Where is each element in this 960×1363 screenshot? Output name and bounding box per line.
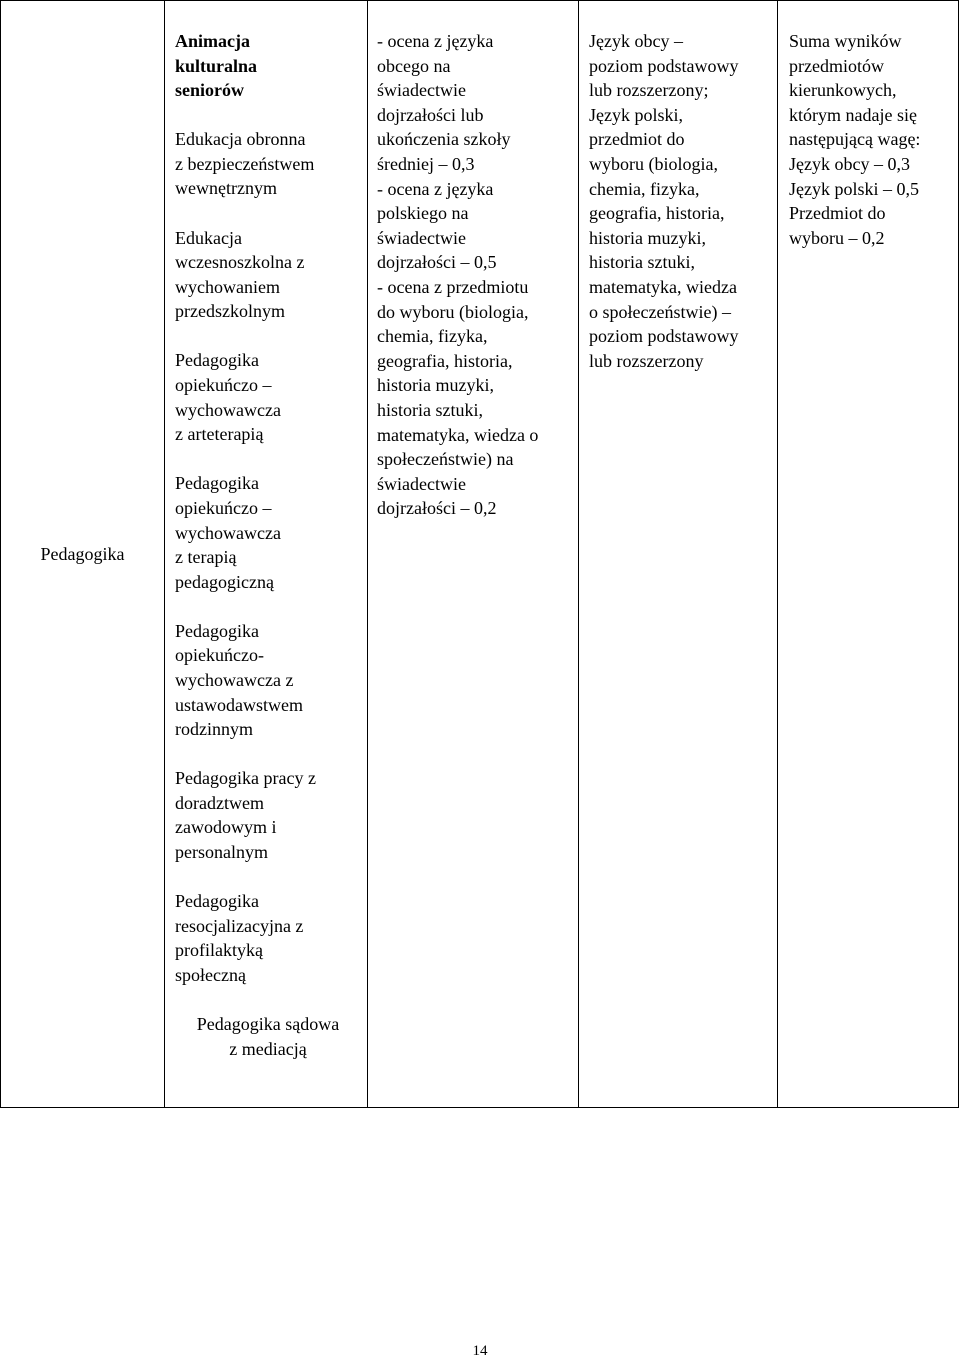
subjects-line: poziom podstawowy	[589, 326, 739, 347]
specialization-line: profilaktyką	[175, 940, 263, 961]
specialization-item	[175, 348, 361, 446]
column-divider	[777, 0, 778, 1108]
specialization-item	[175, 1012, 361, 1061]
result-line: kierunkowych,	[789, 80, 897, 101]
subjects-line: historia sztuki,	[589, 252, 695, 273]
scoring-line: matematyka, wiedza o	[377, 424, 539, 445]
specialization-line: pedagogiczną	[175, 571, 274, 592]
subjects-line: historia muzyki,	[589, 227, 706, 248]
scoring-line: - ocena z języka	[377, 178, 494, 199]
subjects-line: Język polski,	[589, 104, 683, 125]
specialization-line: ustawodawstwem	[175, 694, 303, 715]
scoring-line: - ocena z przedmiotu	[377, 276, 529, 297]
subjects-line: matematyka, wiedza	[589, 276, 737, 297]
scoring-line: dojrzałości – 0,2	[377, 498, 497, 519]
scoring-line: historia sztuki,	[377, 399, 483, 420]
subjects-line: o społeczeństwie) –	[589, 301, 731, 322]
column-divider	[367, 0, 368, 1108]
specialization-line: personalnym	[175, 842, 268, 863]
subjects-line: przedmiot do	[589, 129, 685, 150]
subjects-line: geografia, historia,	[589, 203, 725, 224]
specialization-line: resocjalizacyjna z	[175, 915, 304, 936]
specialization-item	[175, 619, 361, 742]
subjects-line: wyboru (biologia,	[589, 153, 718, 174]
specialization-line: Pedagogika	[175, 891, 259, 912]
specialization-line: z bezpieczeństwem	[175, 153, 315, 174]
page-number: 14	[472, 1343, 488, 1359]
specialization-line: przedszkolnym	[175, 301, 285, 322]
scoring-line: obcego na	[377, 55, 451, 76]
specialization-line: Pedagogika pracy z	[175, 768, 316, 789]
specialization-line: wychowawcza z	[175, 669, 294, 690]
scoring-line: świadectwie	[377, 227, 466, 248]
specialization-line: Pedagogika	[175, 620, 259, 641]
specialization-line: rodzinnym	[175, 719, 253, 740]
specialization-line: opiekuńczo-	[175, 645, 264, 666]
scoring-line: - ocena z języka	[377, 31, 494, 51]
result-line: Język obcy – 0,3	[789, 153, 910, 174]
result-weights-cell	[789, 29, 957, 250]
specialization-line: doradztwem	[175, 792, 264, 813]
specialization-line: z arteterapią	[175, 424, 264, 445]
scoring-line: świadectwie	[377, 473, 466, 494]
specialization-item	[175, 889, 361, 987]
specialization-line: wewnętrznym	[175, 178, 277, 199]
specialization-line: Pedagogika sądowa	[196, 1014, 340, 1034]
scoring-line: świadectwie	[377, 80, 466, 101]
specialization-line: Edukacja	[175, 227, 242, 248]
specialization-line: wychowaniem	[175, 276, 280, 297]
scoring-line: dojrzałości – 0,5	[377, 252, 497, 273]
specialization-line: opiekuńczo –	[175, 375, 272, 396]
specialization-line: opiekuńczo –	[175, 497, 272, 518]
specialization-line: wczesnoszkolna z	[175, 252, 305, 273]
scoring-line: średniej – 0,3	[377, 153, 475, 174]
result-line: Przedmiot do	[789, 203, 886, 224]
subjects-line: chemia, fizyka,	[589, 178, 700, 199]
specialization-line: z terapią	[175, 547, 237, 568]
required-subjects-cell	[589, 29, 775, 373]
scoring-line: dojrzałości lub	[377, 104, 484, 125]
specialization-line: wychowawcza	[175, 399, 281, 420]
specialization-item	[175, 29, 361, 103]
specializations-cell	[175, 29, 361, 1086]
scoring-line: polskiego na	[377, 203, 469, 224]
specialization-line: kulturalna	[175, 55, 258, 76]
result-line: przedmiotów	[789, 55, 884, 76]
scoring-line: chemia, fizyka,	[377, 326, 488, 347]
scoring-line: geografia, historia,	[377, 350, 513, 371]
result-line: Język polski – 0,5	[789, 178, 919, 199]
field-of-study-cell: Pedagogika	[40, 544, 125, 564]
scoring-method-cell	[377, 29, 575, 521]
result-line: następującą wagę:	[789, 129, 921, 150]
result-line: Suma wyników	[789, 31, 902, 51]
specialization-line: Pedagogika	[175, 350, 259, 371]
specialization-line: Edukacja obronna	[175, 129, 306, 150]
scoring-line: społeczeństwie) na	[377, 449, 514, 470]
scoring-line: ukończenia szkoły	[377, 129, 511, 150]
specialization-item	[175, 226, 361, 324]
subjects-line: Język obcy –	[589, 31, 683, 51]
subjects-line: lub rozszerzony	[589, 350, 704, 371]
specialization-item	[175, 127, 361, 201]
specialization-line: seniorów	[175, 80, 244, 101]
specialization-line: wychowawcza	[175, 522, 281, 543]
scoring-line: do wyboru (biologia,	[377, 301, 529, 322]
specialization-line: społeczną	[175, 964, 246, 985]
specialization-line: zawodowym i	[175, 817, 277, 838]
scoring-line: historia muzyki,	[377, 375, 494, 396]
result-line: wyboru – 0,2	[789, 227, 885, 248]
subjects-line: lub rozszerzony;	[589, 80, 709, 101]
subjects-line: poziom podstawowy	[589, 55, 739, 76]
specialization-line: Animacja	[175, 31, 250, 51]
specialization-item	[175, 471, 361, 594]
column-divider	[578, 0, 579, 1108]
specialization-item	[175, 766, 361, 864]
specialization-line: Pedagogika	[175, 473, 259, 494]
result-line: którym nadaje się	[789, 104, 917, 125]
specialization-line: z mediacją	[229, 1038, 307, 1059]
